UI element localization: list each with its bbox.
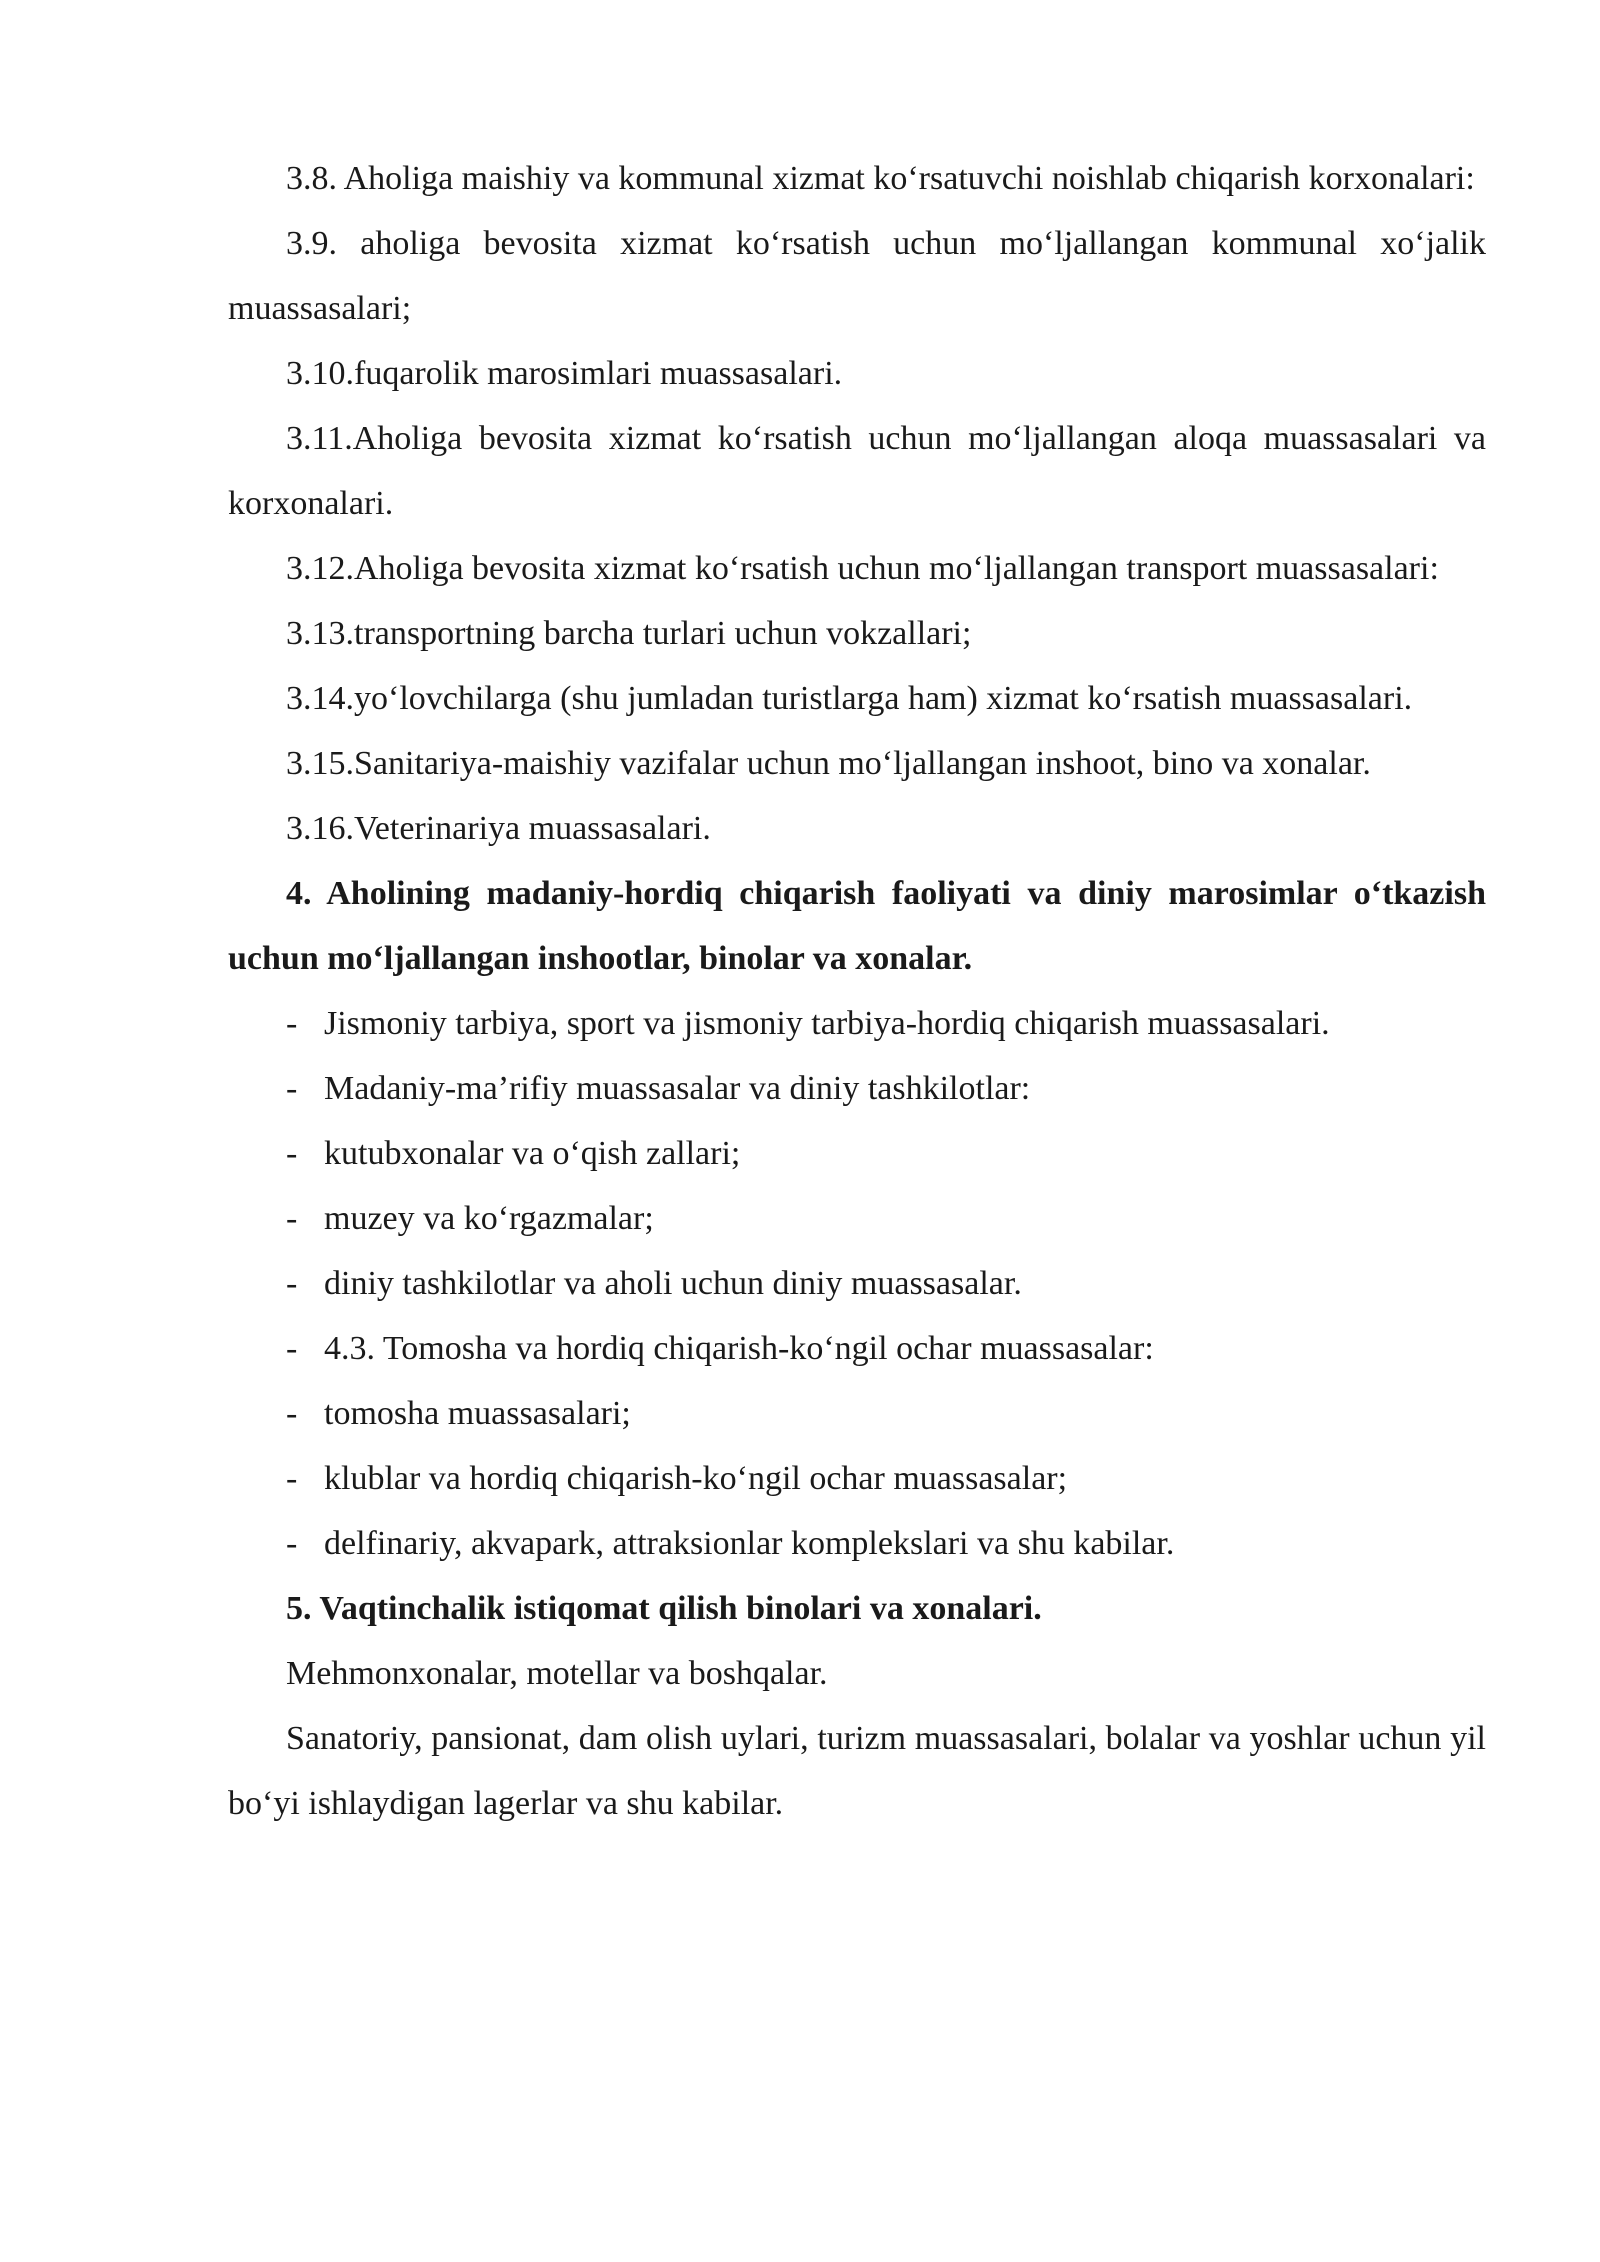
list-item-text: tomosha muassasalari; <box>324 1395 631 1432</box>
list-item <box>228 1056 1486 1121</box>
paragraph-3-15: 3.15.Sanitariya-maishiy vazifalar uchun mo‘ljallangan inshoot, bino va xonalar. <box>286 745 1371 782</box>
paragraph-3-9: 3.9. aholiga bevosita xizmat ko‘rsatish uchun mo‘ljallangan kommunal xo‘jalik muassasalari; <box>228 225 1486 327</box>
list-item-text: Madaniy-ma’rifiy muassasalar va diniy tashkilotlar: <box>324 1070 1031 1107</box>
list-item <box>228 1381 1486 1446</box>
list-item-text: delfinariy, akvapark, attraksionlar komplekslari va shu kabilar. <box>324 1525 1175 1562</box>
paragraph-3-14: 3.14.yo‘lovchilarga (shu jumladan turistlarga ham) xizmat ko‘rsatish muassasalari. <box>286 680 1413 717</box>
section-4-heading: 4. Aholining madaniy-hordiq chiqarish faoliyati va diniy marosimlar o‘tkazish uchun mo‘ljallangan inshootlar, binolar va xonalar. <box>228 875 1486 977</box>
dash-marker: - <box>286 1395 298 1432</box>
dash-marker: - <box>286 1330 298 1367</box>
list-item <box>228 991 1486 1056</box>
list-item-text: klublar va hordiq chiqarish-ko‘ngil ochar muassasalar; <box>324 1460 1068 1497</box>
dash-marker: - <box>286 1525 298 1562</box>
dash-marker: - <box>286 1005 298 1042</box>
list-item <box>228 1121 1486 1186</box>
list-item <box>228 1511 1486 1576</box>
section-5-heading: 5. Vaqtinchalik istiqomat qilish binolari va xonalari. <box>286 1590 1042 1627</box>
list-item-text: Jismoniy tarbiya, sport va jismoniy tarbiya-hordiq chiqarish muassasalari. <box>324 1005 1330 1042</box>
paragraph-3-16: 3.16.Veterinariya muassasalari. <box>286 810 711 847</box>
list-item-text: kutubxonalar va o‘qish zallari; <box>324 1135 741 1172</box>
dash-marker: - <box>286 1200 298 1237</box>
paragraph-3-12: 3.12.Aholiga bevosita xizmat ko‘rsatish uchun mo‘ljallangan transport muassasalari: <box>286 550 1439 587</box>
list-item <box>228 1186 1486 1251</box>
paragraph-3-13: 3.13.transportning barcha turlari uchun vokzallari; <box>286 615 972 652</box>
paragraph-hotels: Mehmonxonalar, motellar va boshqalar. <box>286 1655 828 1692</box>
paragraph-3-10: 3.10.fuqarolik marosimlari muassasalari. <box>286 355 843 392</box>
list-item <box>228 1251 1486 1316</box>
list-item-text: diniy tashkilotlar va aholi uchun diniy muassasalar. <box>324 1265 1022 1302</box>
paragraph-sanatoriums: Sanatoriy, pansionat, dam olish uylari, turizm muassasalari, bolalar va yoshlar uchun yil bo‘yi ishlaydigan lagerlar va shu kabilar. <box>228 1720 1486 1822</box>
paragraph-3-11: 3.11.Aholiga bevosita xizmat ko‘rsatish uchun mo‘ljallangan aloqa muassasalari va korxonalari. <box>228 420 1486 522</box>
document-page <box>228 146 1486 1836</box>
dash-marker: - <box>286 1460 298 1497</box>
paragraph-3-8: 3.8. Aholiga maishiy va kommunal xizmat ko‘rsatuvchi noishlab chiqarish korxonalari: <box>286 160 1475 197</box>
list-item-text: muzey va ko‘rgazmalar; <box>324 1200 654 1237</box>
dash-marker: - <box>286 1135 298 1172</box>
dash-marker: - <box>286 1265 298 1302</box>
list-item <box>228 1446 1486 1511</box>
list-item <box>228 1316 1486 1381</box>
list-item-text: 4.3. Tomosha va hordiq chiqarish-ko‘ngil ochar muassasalar: <box>324 1330 1154 1367</box>
dash-marker: - <box>286 1070 298 1107</box>
